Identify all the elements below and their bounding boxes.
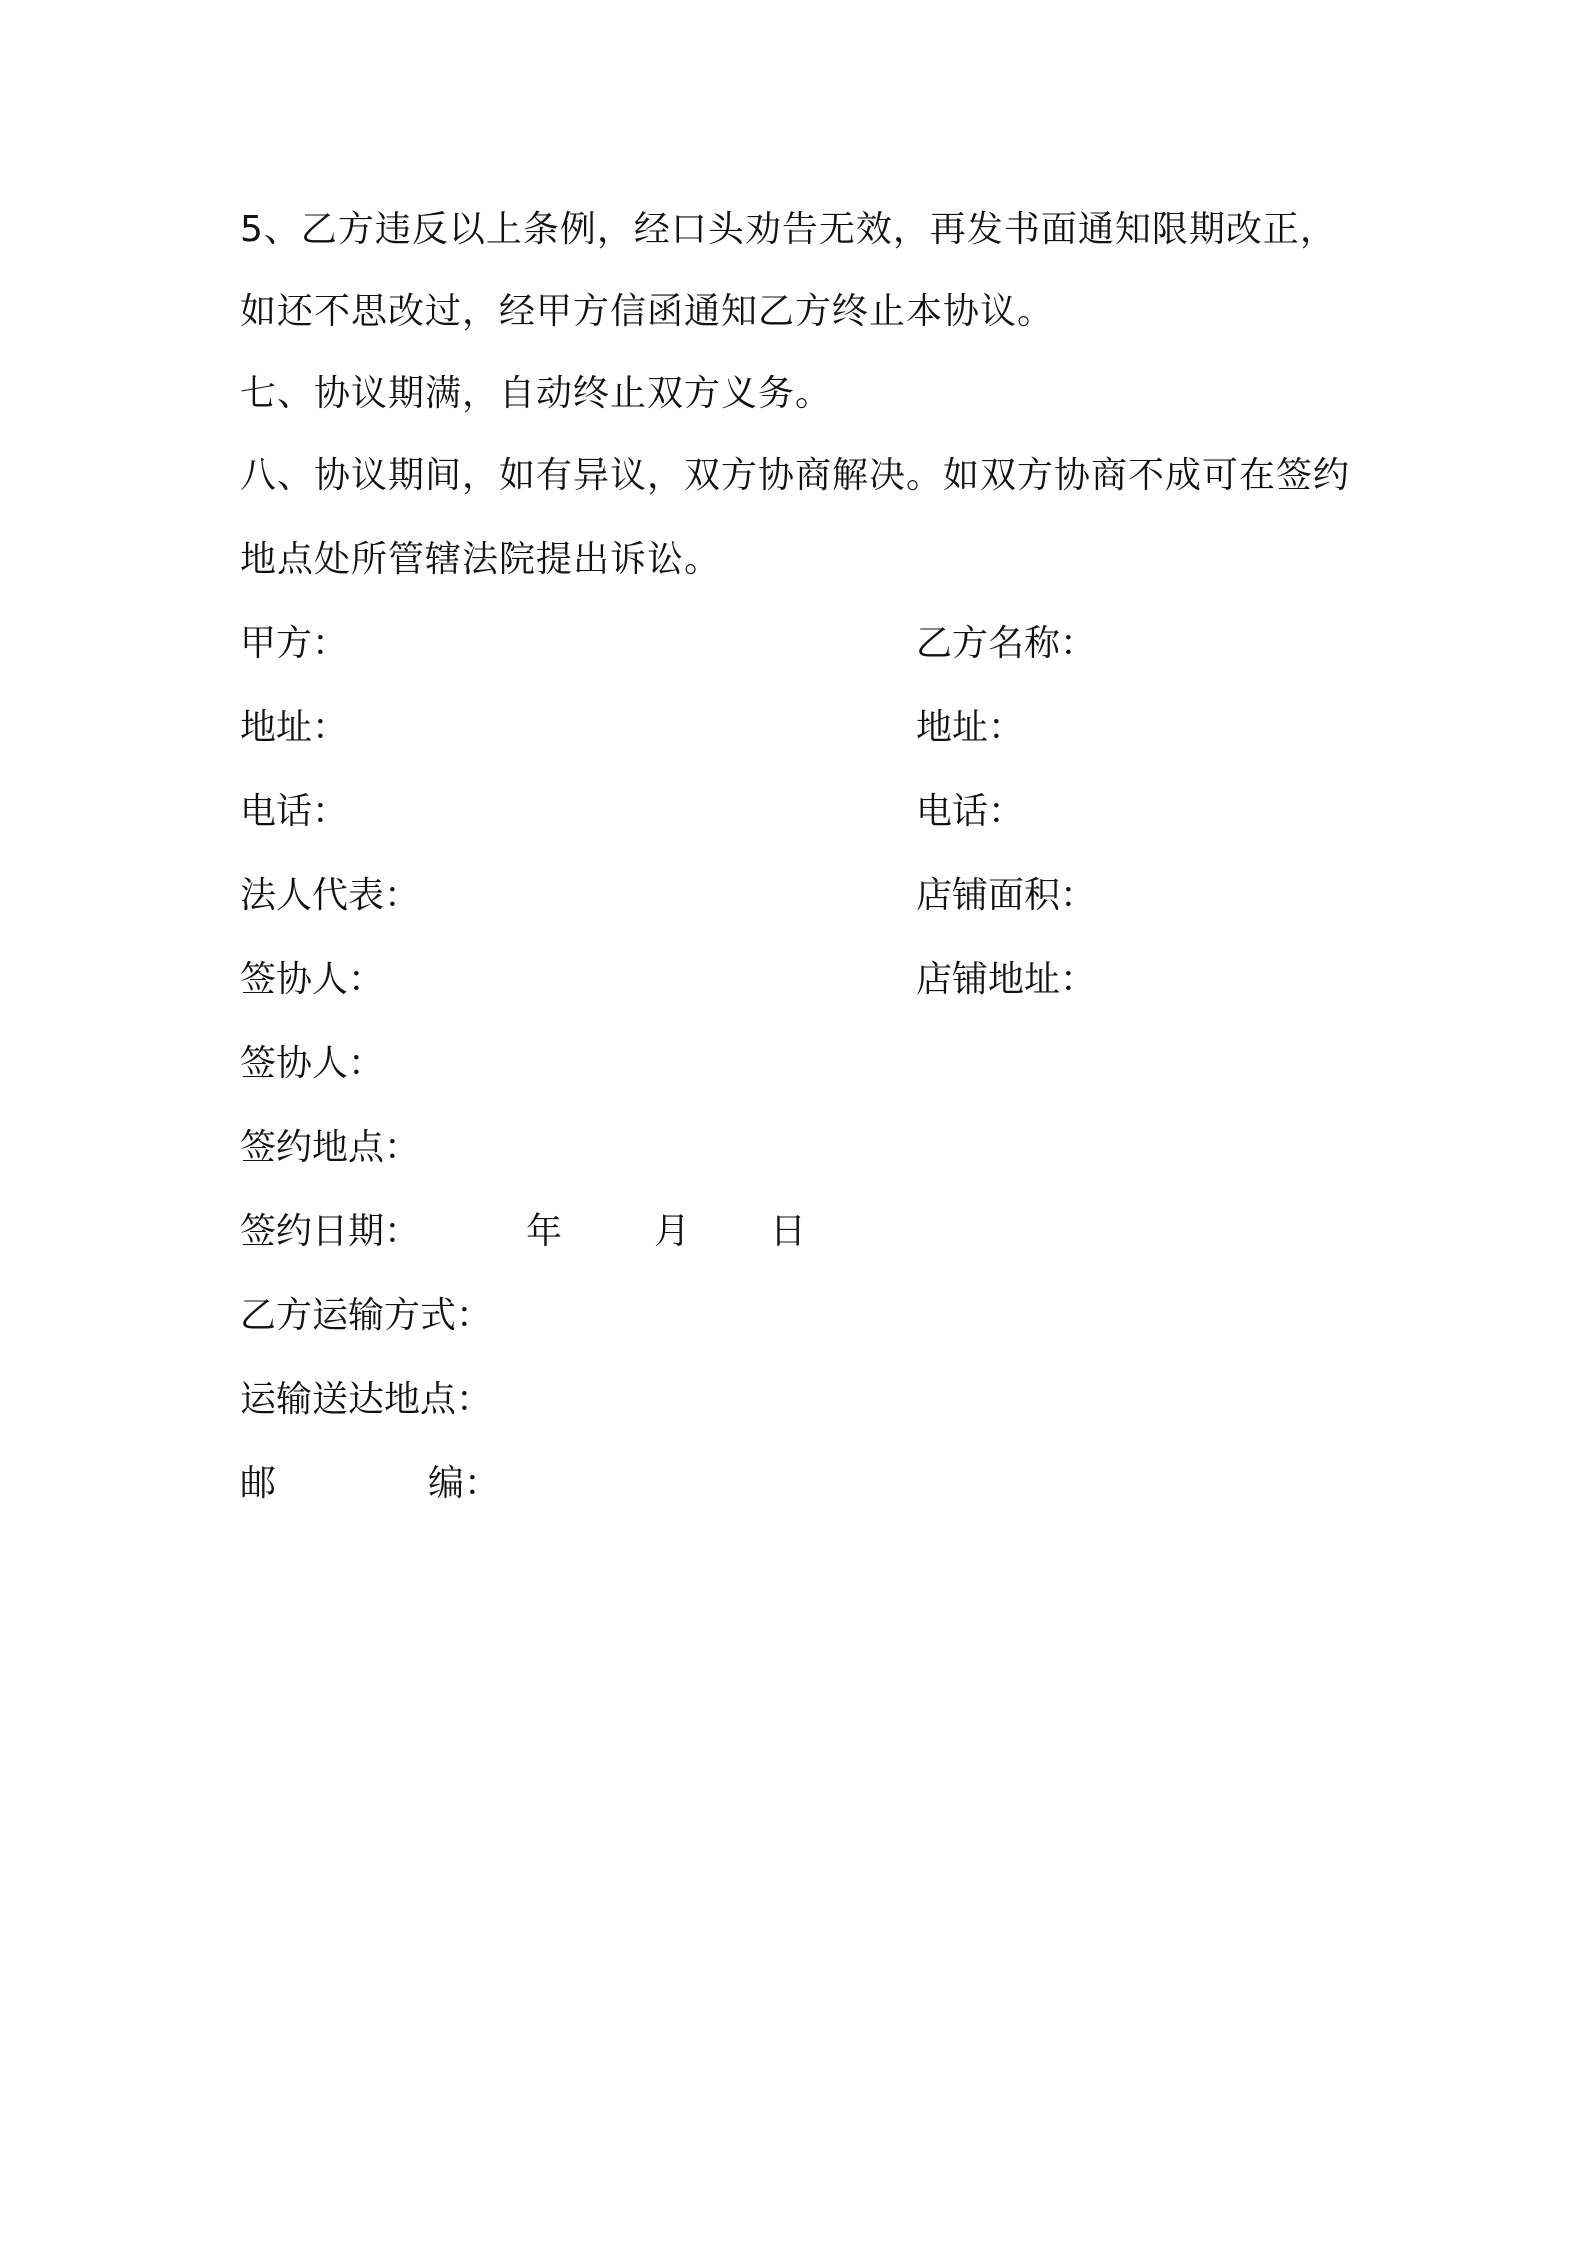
clause-8-line-2: 地点处所管辖法院提出诉讼。 xyxy=(240,539,722,580)
party-b-shop-address-label: 店铺地址： xyxy=(916,959,1097,1000)
clause-5-line-2: 如还不思改过，经甲方信函通知乙方终止本协议。 xyxy=(240,291,1055,332)
clause-8-line-1: 八、协议期间，如有异议，双方协商解决。如双方协商不成可在签约 xyxy=(240,455,1351,496)
clause-5-line-1: 5、乙方违反以上条例，经口头劝告无效，再发书面通知限期改正， xyxy=(240,209,1337,250)
party-b-phone-label: 电话： xyxy=(916,791,1025,832)
signing-date-year: 年 xyxy=(526,1211,563,1252)
party-b-address-label: 地址： xyxy=(916,707,1025,748)
signing-date-label: 签约日期： xyxy=(240,1211,421,1252)
signing-date-day: 日 xyxy=(770,1211,807,1252)
signing-date-month: 月 xyxy=(654,1211,691,1252)
clause-7: 七、协议期满，自动终止双方义务。 xyxy=(240,373,833,414)
postal-code-label-char-2: 编： xyxy=(428,1463,501,1504)
party-b-shop-area-label: 店铺面积： xyxy=(916,875,1097,916)
party-b-name-label: 乙方名称： xyxy=(916,623,1097,664)
signing-place-label: 签约地点： xyxy=(240,1127,421,1168)
party-a-name-label: 甲方： xyxy=(240,623,349,664)
party-a-address-label: 地址： xyxy=(240,707,349,748)
party-a-signer-2-label: 签协人： xyxy=(240,1043,385,1084)
shipping-method-label: 乙方运输方式： xyxy=(240,1295,493,1336)
postal-code-label-char-1: 邮 xyxy=(240,1463,277,1504)
shipping-destination-label: 运输送达地点： xyxy=(240,1379,493,1420)
party-a-legal-rep-label: 法人代表： xyxy=(240,875,421,916)
party-a-signer-1-label: 签协人： xyxy=(240,959,385,1000)
party-a-phone-label: 电话： xyxy=(240,791,349,832)
